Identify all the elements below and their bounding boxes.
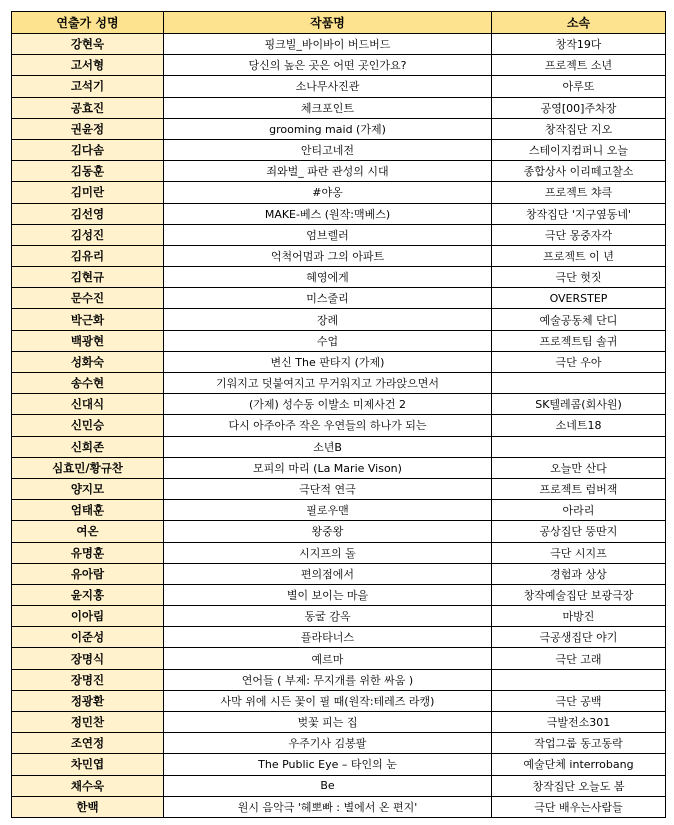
table-row [12, 415, 666, 436]
affiliation-cell: 창작집단 오늘도 봄 [492, 775, 666, 796]
affiliation-cell: 프로젝트 소년 [492, 55, 666, 76]
director-name-cell: 차민엽 [12, 754, 164, 775]
table-row [12, 796, 666, 817]
director-name-cell: 공효진 [12, 97, 164, 118]
table-row [12, 457, 666, 478]
work-title-cell: 안티고네전 [164, 139, 492, 160]
work-title-cell: 죄와벌_ 파란 관성의 시대 [164, 161, 492, 182]
affiliation-cell: 극공생집단 야기 [492, 627, 666, 648]
affiliation-cell: 마방진 [492, 606, 666, 627]
table-row [12, 351, 666, 372]
director-name-cell: 강현욱 [12, 34, 164, 55]
work-title-cell: The Public Eye – 타인의 눈 [164, 754, 492, 775]
table-row [12, 394, 666, 415]
affiliation-cell [492, 669, 666, 690]
director-name-cell: 양지모 [12, 478, 164, 499]
table-row [12, 500, 666, 521]
director-list-table [11, 11, 666, 818]
work-title-cell: 필로우맨 [164, 500, 492, 521]
director-name-cell: 이아림 [12, 606, 164, 627]
director-name-cell: 정광환 [12, 690, 164, 711]
table-row [12, 627, 666, 648]
director-name-cell: 문수진 [12, 288, 164, 309]
header-director-name: 연출가 성명 [12, 12, 164, 34]
work-title-cell: 극단적 연극 [164, 478, 492, 499]
director-name-cell: 고석기 [12, 76, 164, 97]
table-row [12, 733, 666, 754]
director-name-cell: 송수현 [12, 373, 164, 394]
work-title-cell: (가제) 성수동 이발소 미제사건 2 [164, 394, 492, 415]
work-title-cell: 당신의 높은 곳은 어떤 곳인가요? [164, 55, 492, 76]
affiliation-cell: 극단 시지프 [492, 542, 666, 563]
director-name-cell: 백광현 [12, 330, 164, 351]
table-row [12, 584, 666, 605]
work-title-cell: MAKE-베스 (원작:맥베스) [164, 203, 492, 224]
table-row [12, 690, 666, 711]
affiliation-cell: 공영[00]주차장 [492, 97, 666, 118]
table-row [12, 97, 666, 118]
director-name-cell: 김선영 [12, 203, 164, 224]
affiliation-cell: 아라리 [492, 500, 666, 521]
work-title-cell: 다시 아주아주 작은 우연들의 하나가 되는 [164, 415, 492, 436]
table-body [12, 34, 666, 818]
director-name-cell: 장명진 [12, 669, 164, 690]
work-title-cell: 예르마 [164, 648, 492, 669]
table-row [12, 118, 666, 139]
affiliation-cell: 종합상사 이리떼고찰소 [492, 161, 666, 182]
table-row [12, 712, 666, 733]
work-title-cell: 억척어멈과 그의 아파트 [164, 245, 492, 266]
table-row [12, 161, 666, 182]
table-row [12, 288, 666, 309]
work-title-cell: 체크포인트 [164, 97, 492, 118]
affiliation-cell: 극단 몽중자각 [492, 224, 666, 245]
work-title-cell: 소나무사진관 [164, 76, 492, 97]
table-row [12, 309, 666, 330]
affiliation-cell: 프로젝트팀 솔귀 [492, 330, 666, 351]
work-title-cell: 원시 음악극 '헤뽀빠 : 별에서 온 편지' [164, 796, 492, 817]
work-title-cell: 우주기사 김봉팔 [164, 733, 492, 754]
affiliation-cell: SK텔레콤(회사원) [492, 394, 666, 415]
director-name-cell: 김현규 [12, 267, 164, 288]
director-name-cell: 박근화 [12, 309, 164, 330]
work-title-cell: 기워지고 덧붙여지고 무거워지고 가라앉으면서 [164, 373, 492, 394]
table-row [12, 373, 666, 394]
director-name-cell: 김유리 [12, 245, 164, 266]
work-title-cell: grooming maid (가제) [164, 118, 492, 139]
director-name-cell: 윤지홍 [12, 584, 164, 605]
work-title-cell: 사막 위에 시든 꽃이 필 때(원작:테레즈 라캥) [164, 690, 492, 711]
table-row [12, 648, 666, 669]
header-work-title: 작품명 [164, 12, 492, 34]
director-name-cell: 성화숙 [12, 351, 164, 372]
work-title-cell: 혜영에게 [164, 267, 492, 288]
affiliation-cell: 창작예술집단 보광극장 [492, 584, 666, 605]
table-row [12, 203, 666, 224]
director-name-cell: 채수욱 [12, 775, 164, 796]
work-title-cell: 연어들 ( 부제: 무지개를 위한 싸움 ) [164, 669, 492, 690]
affiliation-cell: 오늘만 산다 [492, 457, 666, 478]
affiliation-cell: 극단 우아 [492, 351, 666, 372]
director-name-cell: 조연정 [12, 733, 164, 754]
affiliation-cell: 소네트18 [492, 415, 666, 436]
director-name-cell: 정민찬 [12, 712, 164, 733]
affiliation-cell: 프로젝트 럼버잭 [492, 478, 666, 499]
affiliation-cell: OVERSTEP [492, 288, 666, 309]
affiliation-cell: 극단 배우는사람들 [492, 796, 666, 817]
work-title-cell: 플라타너스 [164, 627, 492, 648]
director-name-cell: 한백 [12, 796, 164, 817]
work-title-cell: Be [164, 775, 492, 796]
table-row [12, 182, 666, 203]
table-row [12, 245, 666, 266]
director-name-cell: 심효민/황규찬 [12, 457, 164, 478]
affiliation-cell: 극단 공백 [492, 690, 666, 711]
table-row [12, 139, 666, 160]
affiliation-cell: 스테이지컴퍼니 오늘 [492, 139, 666, 160]
affiliation-cell: 예술공동체 단디 [492, 309, 666, 330]
affiliation-cell: 극단 고래 [492, 648, 666, 669]
affiliation-cell: 프로젝트 이 년 [492, 245, 666, 266]
work-title-cell: 수업 [164, 330, 492, 351]
affiliation-cell: 극단 헛짓 [492, 267, 666, 288]
table-row [12, 521, 666, 542]
affiliation-cell: 작업그룹 동고동락 [492, 733, 666, 754]
affiliation-cell: 창작집단 '지구옆동네' [492, 203, 666, 224]
work-title-cell: 벚꽃 피는 집 [164, 712, 492, 733]
table-header [12, 12, 666, 34]
table-row [12, 224, 666, 245]
director-name-cell: 유아람 [12, 563, 164, 584]
work-title-cell: 별이 보이는 마을 [164, 584, 492, 605]
director-name-cell: 여온 [12, 521, 164, 542]
table-row [12, 563, 666, 584]
table-row [12, 775, 666, 796]
affiliation-cell [492, 436, 666, 457]
table-row [12, 478, 666, 499]
director-name-cell: 유명훈 [12, 542, 164, 563]
director-name-cell: 김성진 [12, 224, 164, 245]
affiliation-cell: 공상집단 뚱딴지 [492, 521, 666, 542]
work-title-cell: 왕중왕 [164, 521, 492, 542]
work-title-cell: 시지프의 돌 [164, 542, 492, 563]
work-title-cell: 동굴 감옥 [164, 606, 492, 627]
director-name-cell: 이준성 [12, 627, 164, 648]
affiliation-cell: 프로젝트 챠큭 [492, 182, 666, 203]
work-title-cell: 장례 [164, 309, 492, 330]
director-name-cell: 고서형 [12, 55, 164, 76]
table-row [12, 669, 666, 690]
director-name-cell: 장명식 [12, 648, 164, 669]
table-row [12, 267, 666, 288]
work-title-cell: 소년B [164, 436, 492, 457]
affiliation-cell: 아루또 [492, 76, 666, 97]
director-name-cell: 김미란 [12, 182, 164, 203]
affiliation-cell: 창작19다 [492, 34, 666, 55]
affiliation-cell: 창작집단 지오 [492, 118, 666, 139]
director-name-cell: 김다솜 [12, 139, 164, 160]
work-title-cell: 미스줄리 [164, 288, 492, 309]
table-row [12, 34, 666, 55]
affiliation-cell: 경험과 상상 [492, 563, 666, 584]
header-row [12, 12, 666, 34]
work-title-cell: 엄브렐러 [164, 224, 492, 245]
table-row [12, 55, 666, 76]
header-affiliation: 소속 [492, 12, 666, 34]
director-name-cell: 신민승 [12, 415, 164, 436]
director-name-cell: 신희존 [12, 436, 164, 457]
director-name-cell: 엄태훈 [12, 500, 164, 521]
work-title-cell: 핑크빌_바이바이 버드버드 [164, 34, 492, 55]
affiliation-cell: 극발전소301 [492, 712, 666, 733]
director-name-cell: 김동훈 [12, 161, 164, 182]
work-title-cell: #야옹 [164, 182, 492, 203]
table-row [12, 436, 666, 457]
table-row [12, 76, 666, 97]
work-title-cell: 모피의 마리 (La Marie Vison) [164, 457, 492, 478]
director-name-cell: 권윤정 [12, 118, 164, 139]
table-row [12, 606, 666, 627]
table-row [12, 330, 666, 351]
affiliation-cell: 예술단체 interrobang [492, 754, 666, 775]
affiliation-cell [492, 373, 666, 394]
director-name-cell: 신대식 [12, 394, 164, 415]
table-row [12, 542, 666, 563]
work-title-cell: 변신 The 판타지 (가제) [164, 351, 492, 372]
table-row [12, 754, 666, 775]
work-title-cell: 편의점에서 [164, 563, 492, 584]
